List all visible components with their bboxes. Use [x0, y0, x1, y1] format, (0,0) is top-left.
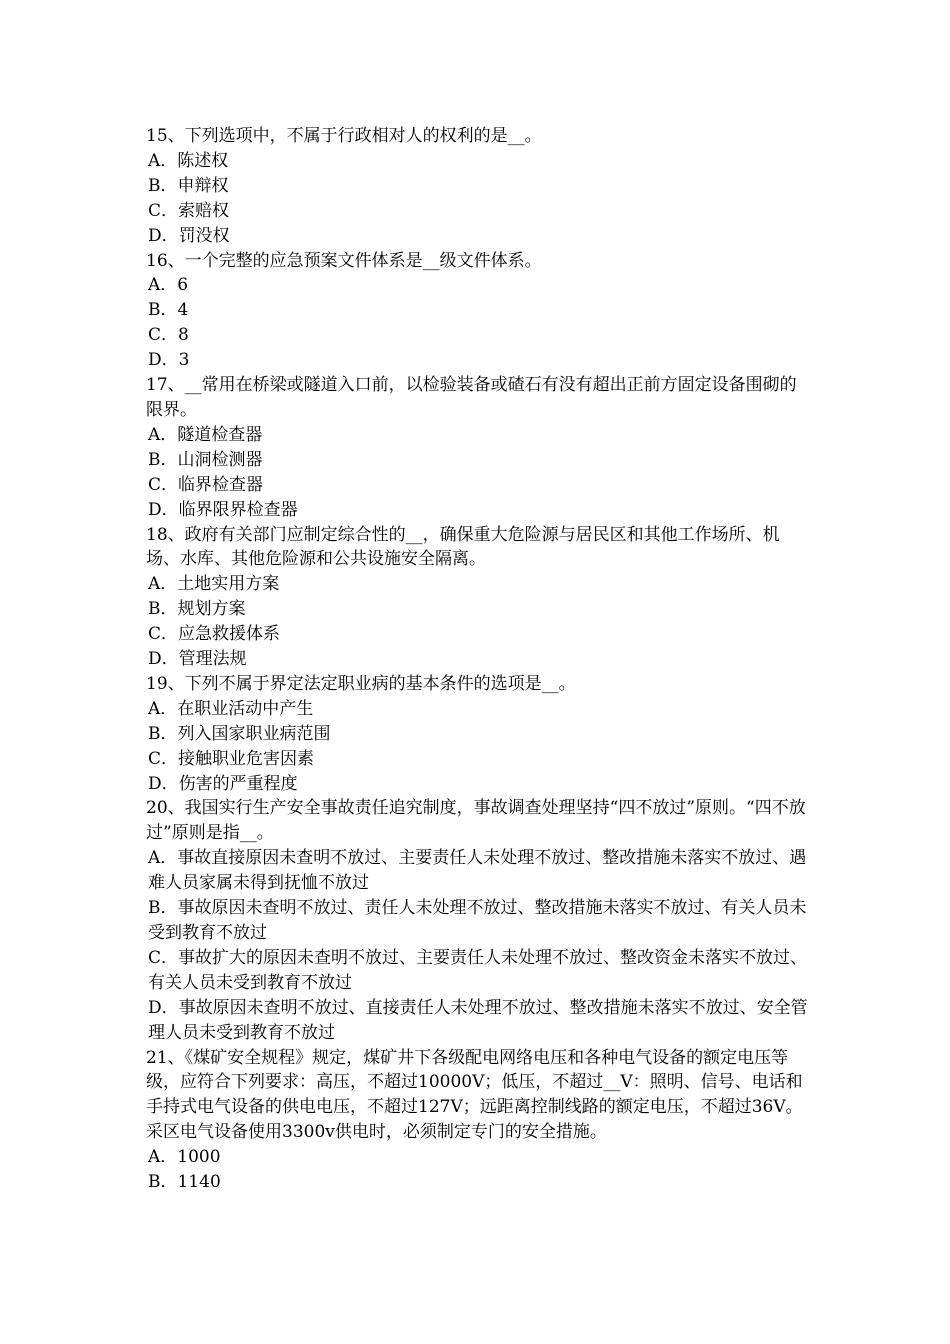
question-15-stem: 15、下列选项中，不属于行政相对人的权利的是__。: [146, 126, 542, 146]
question-20-option-c: C．事故扩大的原因未查明不放过、主要责任人未处理不放过、整改资金未落实不放过、有关人员未受到教育不放过: [148, 947, 808, 993]
question-15-option-a: A．陈述权: [148, 150, 229, 171]
question-18-stem: 18、政府有关部门应制定综合性的__，确保重大危险源与居民区和其他工作场所、机场、水库、其他危险源和公共设施安全隔离。: [146, 524, 780, 570]
question-21-option-a: A．1000: [148, 1147, 221, 1168]
question-18-option-a: A．土地实用方案: [148, 574, 280, 595]
question-17-option-d: D．临界限界检查器: [148, 499, 298, 520]
question-19-option-c: C．接触职业危害因素: [148, 748, 315, 769]
question-18-option-c: C．应急救援体系: [148, 624, 281, 645]
question-16-option-b: B．4: [148, 300, 189, 321]
question-15-option-b: B．申辩权: [148, 175, 229, 196]
question-19-option-b: B．列入国家职业病范围: [148, 723, 331, 744]
question-16-option-d: D．3: [148, 350, 190, 371]
question-15-option-c: C．索赔权: [148, 200, 230, 221]
question-19-stem: 19、下列不属于界定法定职业病的基本条件的选项是__。: [146, 673, 576, 694]
question-16-option-a: A．6: [148, 275, 189, 296]
question-17-option-a: A．隧道检查器: [148, 424, 263, 445]
question-21-stem: 21、《煤矿安全规程》规定，煤矿井下各级配电网络电压和各种电气设备的额定电压等级，应符合下列要求：高压，不超过10000V；低压，不超过__V：照明、信号、电话和手持式电气设备的供电电压，不超过127V；远距离控制线路的额定电压，不超过36V。采区电气设备使用3300v供电时，必须制定专门的安全措施。: [146, 1047, 803, 1143]
question-18-option-b: B．规划方案: [148, 599, 246, 620]
question-17-stem: 17、__常用在桥梁或隧道入口前，以检验装备或碴石有没有超出正前方固定设备围砌的限界。: [146, 375, 797, 420]
question-20-option-b: B．事故原因未查明不放过、责任人未处理不放过、整改措施未落实不放过、有关人员未受到教育不放过: [148, 898, 807, 943]
question-16-option-c: C．8: [148, 325, 189, 346]
question-19-option-d: D．伤害的严重程度: [148, 773, 298, 794]
question-19-option-a: A．在职业活动中产生: [148, 698, 314, 719]
question-17-option-b: B．山洞检测器: [148, 449, 263, 470]
question-17-option-c: C．临界检查器: [148, 474, 264, 495]
document-page: [146, 124, 808, 1195]
question-21-option-b: B．1140: [148, 1172, 221, 1193]
question-20-option-d: D．事故原因未查明不放过、直接责任人未处理不放过、整改措施未落实不放过、安全管理人员未受到教育不放过: [148, 997, 808, 1043]
question-18-option-d: D．管理法规: [148, 649, 247, 670]
question-16-stem: 16、一个完整的应急预案文件体系是__级文件体系。: [146, 250, 542, 271]
question-15-option-d: D．罚没权: [148, 225, 230, 246]
question-20-stem: 20、我国实行生产安全事故责任追究制度，事故调查处理坚持“四不放过”原则。“四不放过”原则是指__。: [146, 798, 806, 844]
question-20-option-a: A．事故直接原因未查明不放过、主要责任人未处理不放过、整改措施未落实不放过、遇难人员家属未得到抚恤不放过: [148, 848, 807, 894]
